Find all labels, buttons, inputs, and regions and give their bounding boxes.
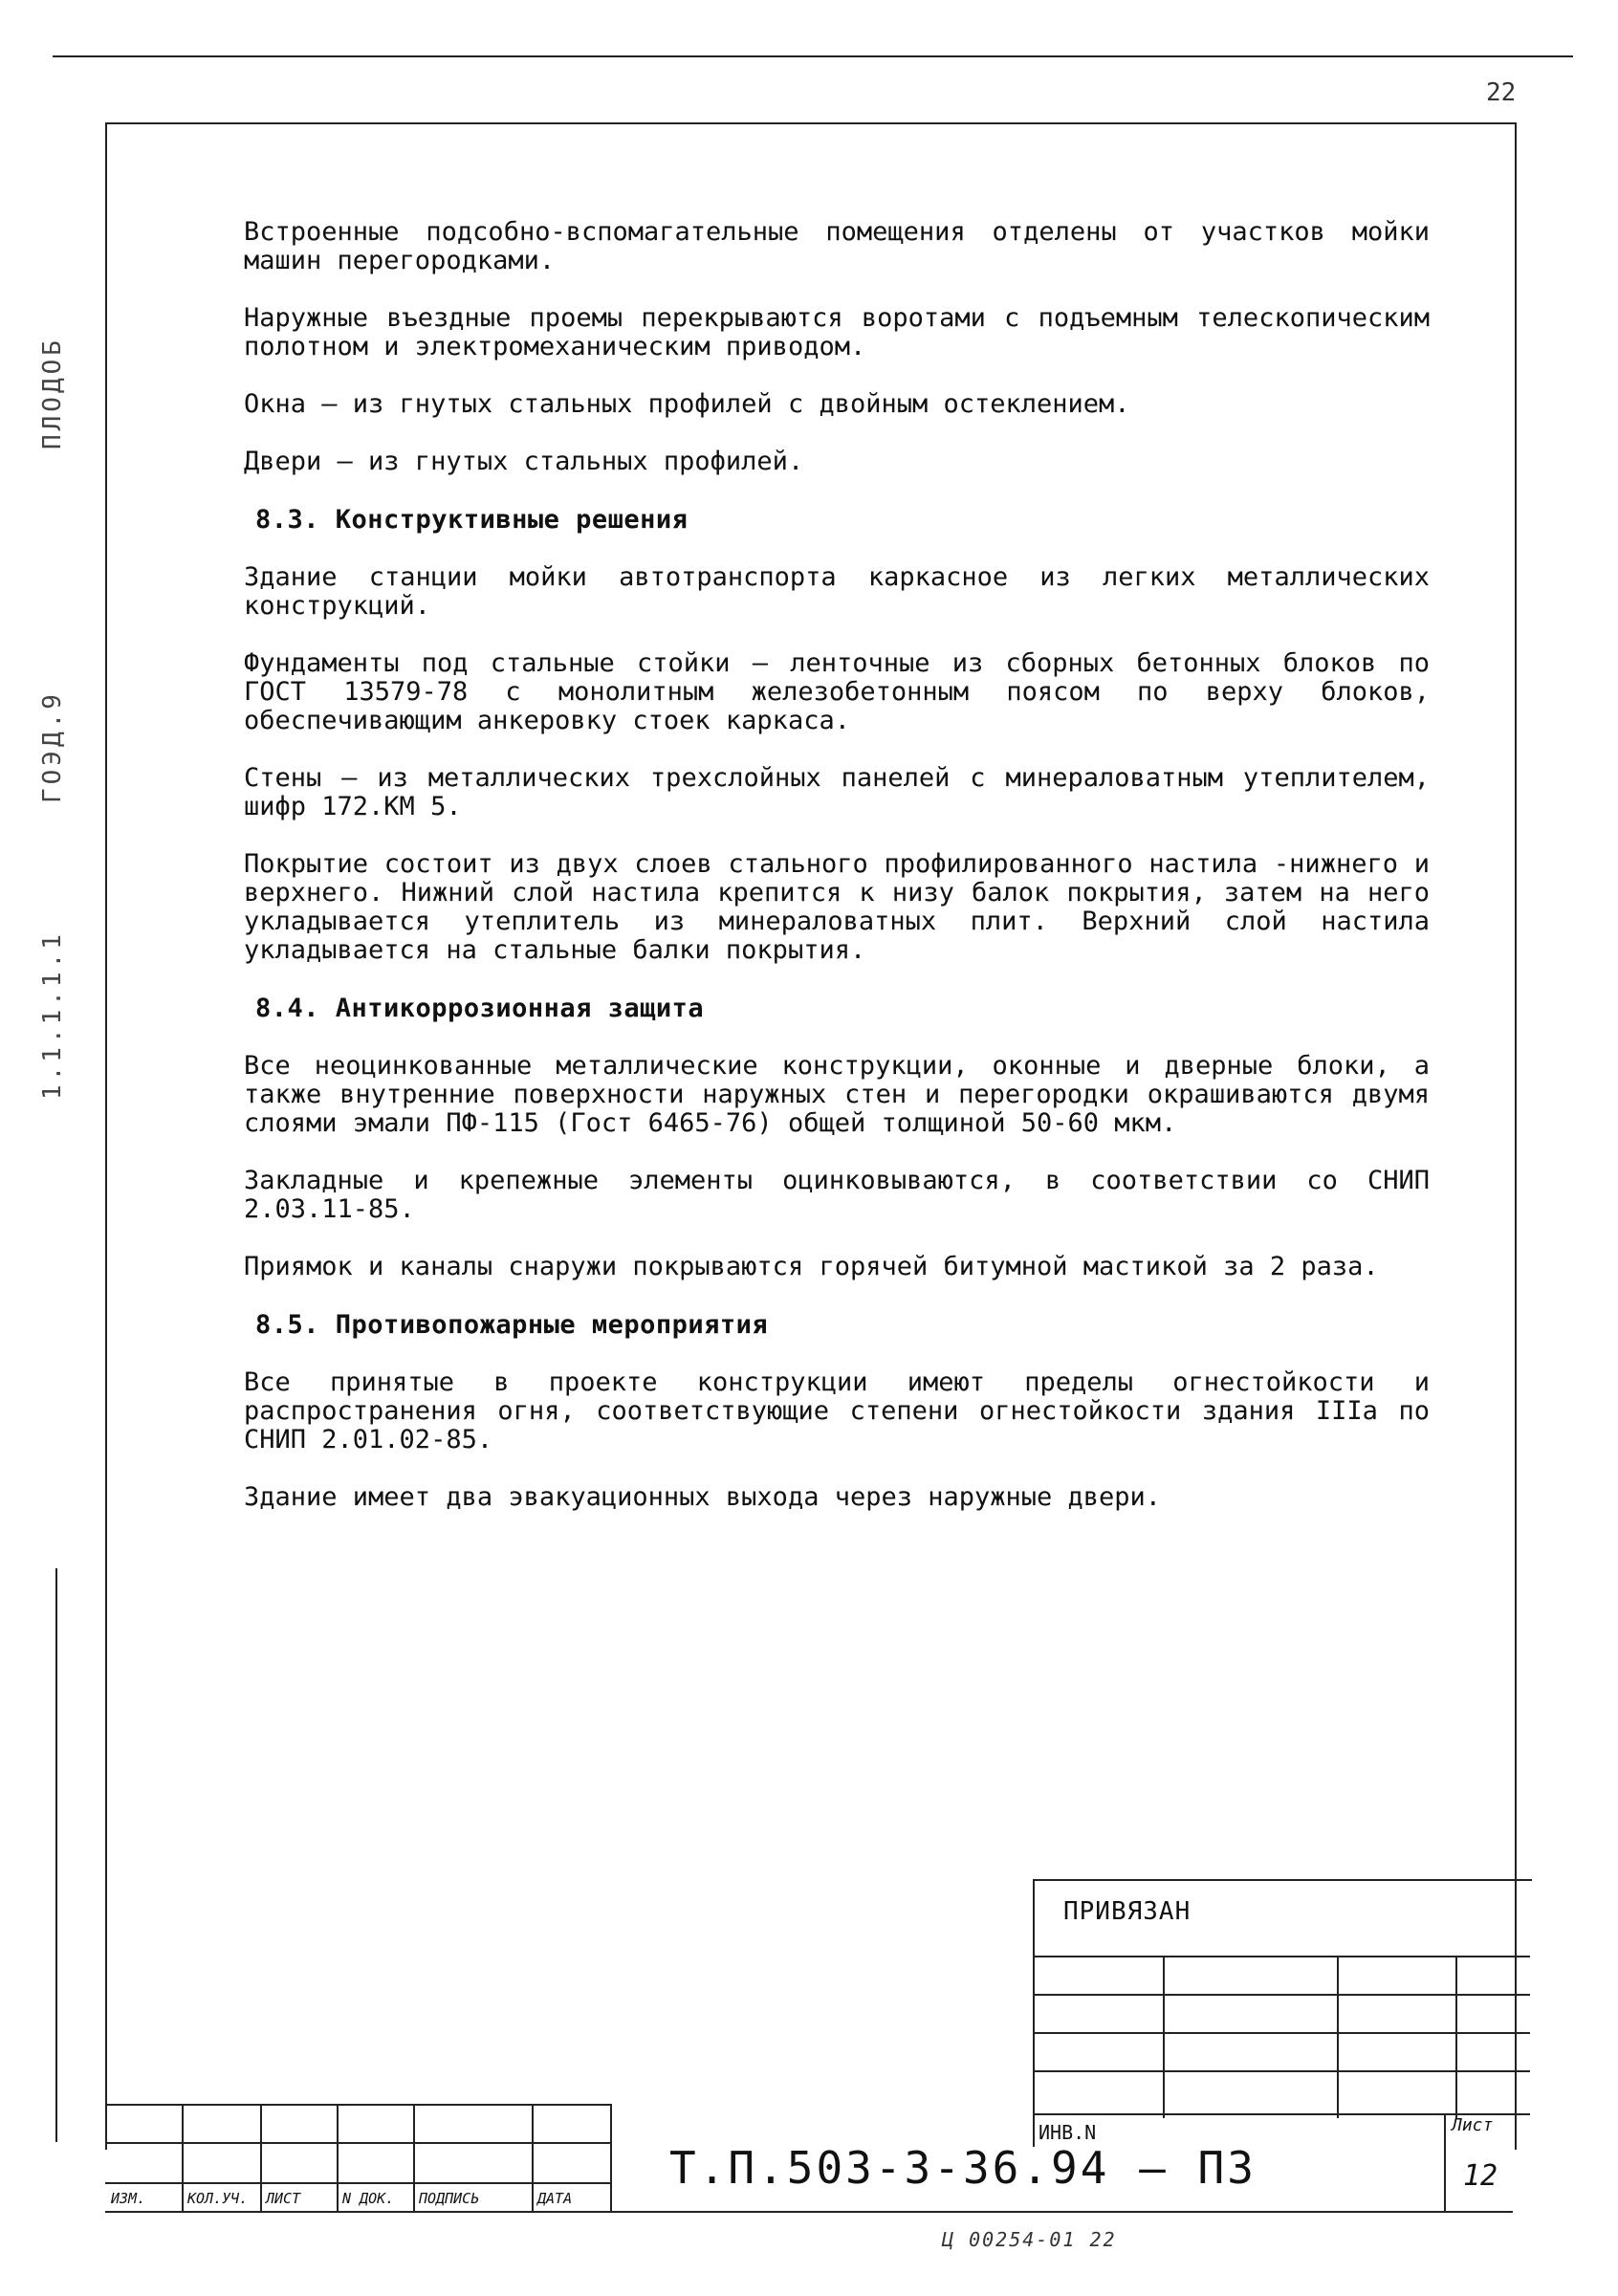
paragraph: Наружные въездные проемы перекрываются воротами с подъемным телескопическим полотном и электромеханическим приводом. <box>244 303 1430 361</box>
paragraph: Здание станции мойки автотранспорта каркасное из легких металлических конструкций. <box>244 562 1430 621</box>
stamp-col-line <box>610 2104 612 2211</box>
sheet-number: 12 <box>1463 2159 1498 2193</box>
section-heading: 8.3. Конструктивные решения <box>255 505 689 535</box>
paragraph: Встроенные подсобно-вспомагательные помещения отделены от участков мойки машин перегородками. <box>244 217 1430 275</box>
stamp-header-kol-uch: КОЛ.УЧ. <box>187 2190 249 2207</box>
paragraph: Двери – из гнутых стальных профилей. <box>244 447 804 476</box>
stamp-header-data: ДАТА <box>537 2190 573 2207</box>
section-heading: 8.5. Противопожарные мероприятия <box>255 1310 769 1340</box>
stamp-col-line <box>532 2104 534 2211</box>
paragraph: Приямок и каналы снаружи покрываются горячей битумной мастикой за 2 раза. <box>244 1252 1379 1281</box>
top-page-number: 22 <box>1486 78 1517 107</box>
privyazan-label: ПРИВЯЗАН <box>1063 1897 1192 1926</box>
stamp-header-n-dok: N ДОК. <box>342 2190 395 2207</box>
paragraph: Стены – из металлических трехслойных панелей с минераловатным утеплителем, шифр 172.КМ 5. <box>244 763 1430 821</box>
privyazan-col-line <box>1455 1956 1457 2118</box>
paragraph: Все принятые в проекте конструкции имеют пределы огнестойкости и распространения огня, соответствующие степени огнестойкости здания IIIа по СНИП 2.01.02-85. <box>244 1367 1430 1454</box>
paragraph: Покрытие состоит из двух слоев стального профилированного настила -нижнего и верхнего. Нижний слой настила крепится к низу балок покрытия, затем на него укладывается утеплитель из минераловатных плит. Верхний слой настила укладывается на стальные балки покрытия. <box>244 849 1430 965</box>
inventory-number-label: ИНВ.N <box>1039 2121 1097 2144</box>
stamp-header-list: ЛИСТ <box>266 2190 301 2207</box>
document-code: Т.П.503-3-36.94 – ПЗ <box>669 2142 1257 2194</box>
side-mark-3: 1.1.1.1.1 <box>38 930 67 1100</box>
stamp-col-line <box>337 2104 339 2211</box>
side-mark-2: ГОЭД.9 <box>38 690 67 803</box>
paragraph: Окна – из гнутых стальных профилей с двойным остеклением. <box>244 389 1130 419</box>
top-rule <box>53 55 1573 57</box>
paragraph: Все неоцинкованные металлические конструкции, оконные и дверные блоки, а также внутренние поверхности наружных стен и перегородки окрашиваются двумя слоями эмали ПФ-115 (Гост 6465-76) общей толщиной 50-60 мкм. <box>244 1051 1430 1138</box>
footer-note: Ц 00254-01 22 <box>942 2228 1117 2251</box>
paragraph: Закладные и крепежные элементы оцинковываются, в соответствии со СНИП 2.03.11-85. <box>244 1166 1430 1224</box>
stamp-col-line <box>413 2104 415 2211</box>
paragraph: Здание имеет два эвакуационных выхода через наружные двери. <box>244 1482 1162 1512</box>
stamp-col-line <box>182 2104 184 2211</box>
stamp-header-izm: ИЗМ. <box>111 2190 146 2207</box>
paragraph: Фундаменты под стальные стойки – ленточные из сборных бетонных блоков по ГОСТ 13579-78 с монолитным железобетонным поясом по верху блоков, обеспечивающим анкеровку стоек каркаса. <box>244 648 1430 735</box>
side-mark-1: ПЛОДОБ <box>38 337 67 449</box>
section-heading: 8.4. Антикоррозионная защита <box>255 994 705 1023</box>
left-binding-rule <box>55 1568 57 2142</box>
document-body <box>244 218 1430 1541</box>
privyazan-col-line <box>1337 1956 1339 2118</box>
sheet-label: Лист <box>1452 2115 1494 2135</box>
stamp-header-podpis: ПОДПИСЬ <box>419 2190 480 2207</box>
privyazan-col-line <box>1163 1956 1165 2118</box>
stamp-col-line <box>260 2104 262 2211</box>
stamp-bottom-line <box>105 2211 1513 2213</box>
